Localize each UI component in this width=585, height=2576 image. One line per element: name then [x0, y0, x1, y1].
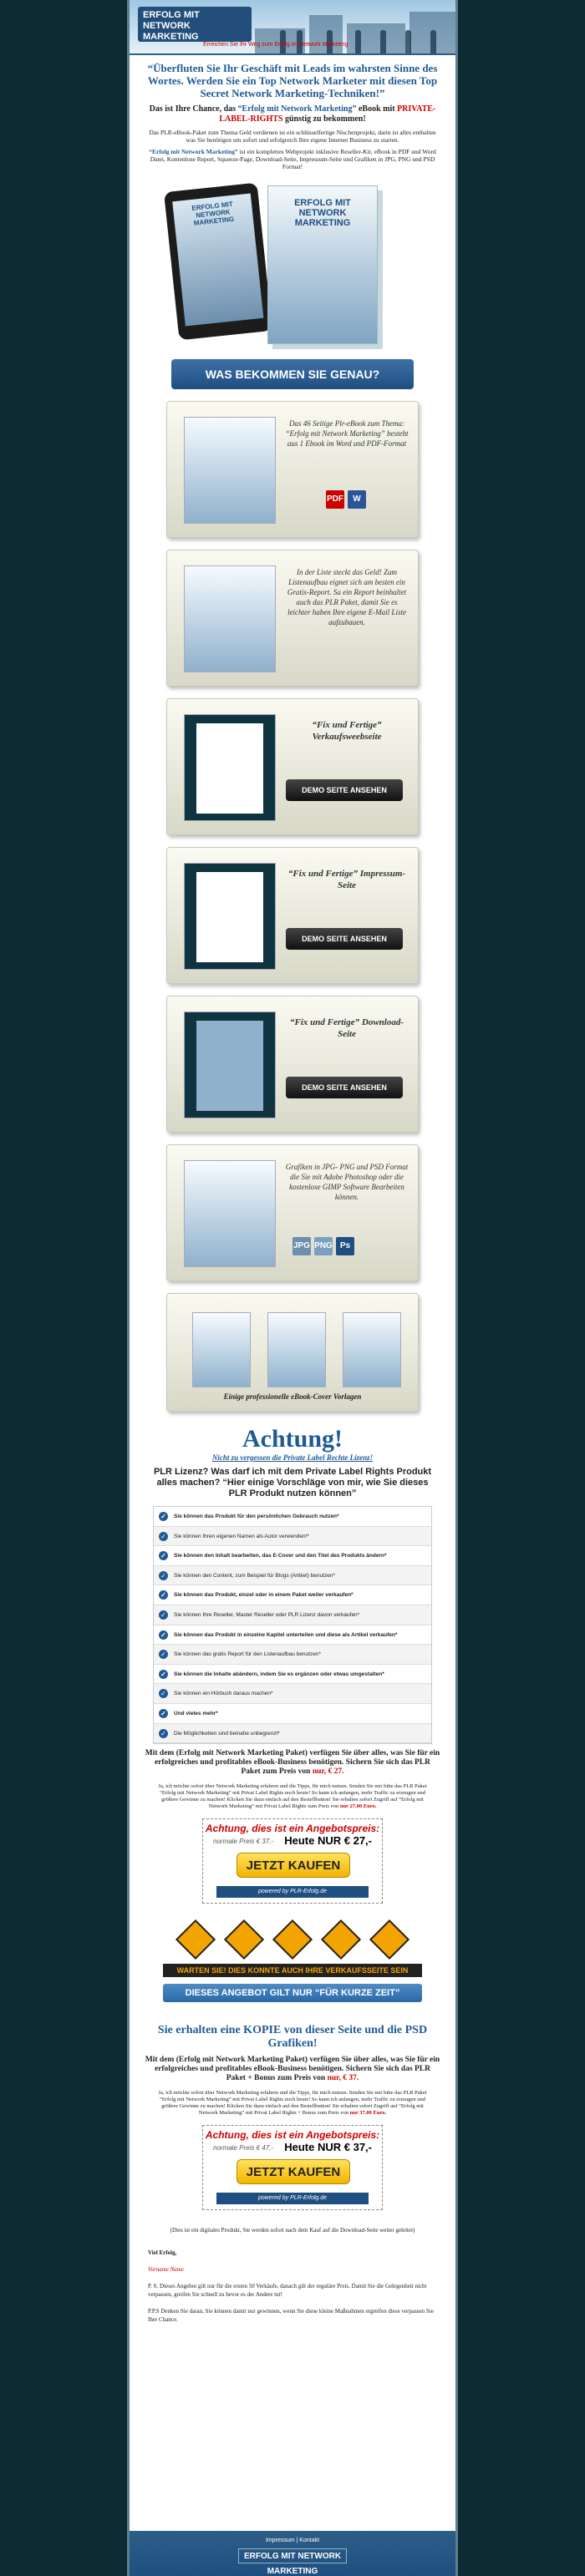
photoshop-icon: Ps [336, 1237, 354, 1255]
check-icon: ✓ [159, 1709, 168, 1718]
footer [130, 2531, 455, 2576]
demo-sales-page-button[interactable]: DEMO SEITE ANSEHEN [286, 779, 403, 801]
powered-by: powered by PLR-Erfolg.de [216, 1886, 369, 1898]
demo-impressum-page-button[interactable]: DEMO SEITE ANSEHEN [286, 928, 403, 950]
graphics-pack-image [184, 1160, 276, 1267]
check-icon: ✓ [159, 1532, 168, 1541]
intro-text: Das ist Ihre Chance, das “Erfolg mit Network Marketing” eBook mit PRIVATE-LABEL-RIGHTS günstig zu bekommen! [149, 104, 436, 124]
cover-image [343, 1312, 401, 1387]
rights-item [154, 1507, 431, 1527]
feature-text: “Fix und Fertige” Verkaufsweebseite [312, 720, 382, 742]
download-page-image [184, 1012, 276, 1118]
rights-text: Sie können das Produkt für den persönlichen Gebrauch nutzen* [174, 1514, 339, 1519]
feature-sales-page [166, 698, 419, 835]
feature-text: Das 46 Seitige Plr-eBook zum Thema: “Erfolg mit Network Marketing” besteht aus 1 Ebook im Word und PDF-Format [285, 419, 409, 448]
summary-1: Mit dem (Erfolg mit Network Marketing Paket) verfügen Sie über alles, was Sie für ein erfolgreiches und profitables eBook-Business benötigen. Sichern Sie sich das PLR Paket zum Preis von nur, € 27. [145, 1749, 440, 1777]
warning-sign-icon [224, 1919, 264, 1960]
header-banner [130, 0, 455, 55]
check-icon: ✓ [159, 1571, 168, 1580]
offer-attention: Achtung, dies ist ein Angebotspreis: [205, 2129, 380, 2142]
today-price: Heute NUR € 37,- [284, 2141, 372, 2154]
signature [130, 2234, 455, 2324]
rights-item [154, 1665, 431, 1685]
feature-ebook [166, 401, 419, 538]
greeting: Viel Erfolg, [148, 2249, 177, 2257]
covers-caption: Einige professionelle eBook-Cover Vorlagen [223, 1392, 362, 1401]
rights-text: Sie können das Produkt, einzel oder in einem Paket weiter verkaufen* [174, 1592, 354, 1599]
warning-sign-icon [272, 1919, 313, 1960]
rights-item [154, 1724, 431, 1744]
word-icon: W [348, 490, 366, 509]
feature-download-page [166, 996, 419, 1133]
rights-item [154, 1527, 431, 1547]
postscript: P. S. Dieses Angebot gilt nur für die ersten 50 Verkäufe, danach gilt der reguläre Preis. Damit Sie die Gelegenheit nicht verpassen, greifen Sie schnell zu bevor es der Andere tut! [148, 2283, 427, 2299]
package-description: “Erfolg mit Network Marketing” ist ein komplettes Webprojekt inklusive Reseller-Kit, eBook in PDF und Word Datei, Kontenlose Report, Squeeze-Page, Download-Seite, Impressum-Seite und Grafiken in JPG, PNG und PSD Format! [149, 148, 436, 170]
achtung-heading: Achtung! [242, 1425, 343, 1453]
sales-page-image [184, 714, 276, 821]
rights-text: Sie können Ihren eigenen Namen als Autor verwenden!* [174, 1533, 309, 1539]
check-icon: ✓ [159, 1630, 168, 1640]
kontakt-link[interactable]: Kontakt [299, 2538, 320, 2543]
rights-text: Sie können das Produkt in einzelne Kapitel unterteilen und diese als Artikel verkaufen* [174, 1631, 398, 1638]
png-icon: PNG [314, 1237, 333, 1255]
jpg-icon: JPG [292, 1237, 311, 1255]
banner-tagline: Erreichen Sie Ihr Weg zum Erfolg im Network Marketing [203, 42, 348, 48]
demo-download-page-button[interactable]: DEMO SEITE ANSEHEN [286, 1077, 403, 1098]
rights-list [153, 1506, 432, 1744]
buy-now-button[interactable]: JETZT KAUFEN [237, 2159, 350, 2184]
rights-item [154, 1585, 431, 1605]
warning-sign-icon [176, 1919, 216, 1960]
warning-signs [130, 1919, 455, 1960]
check-icon: ✓ [159, 1729, 168, 1738]
offer-attention: Achtung, dies ist ein Angebotspreis: [205, 1823, 380, 1835]
summary-2: Mit dem (Erfolg mit Network Marketing Paket) verfügen Sie über alles, was Sie für ein erfolgreiches und profitables eBook-Business benötigen. Sichern Sie sich das PLR Paket + Bonus zum Preis von nur, € 37. [145, 2056, 440, 2083]
what-you-get-banner: WAS BEKOMMEN SIE GENAU? [171, 359, 414, 389]
check-icon: ✓ [159, 1650, 168, 1659]
rights-item [154, 1546, 431, 1566]
feature-text: “Fix und Fertige” Download-Seite [290, 1017, 404, 1039]
buy-box-1 [202, 1818, 383, 1904]
warning-banner: WARTEN SIE! DIES KONNTE AUCH IHRE VERKAUFSSEITE SEIN [163, 1964, 422, 1977]
buy-box-2 [202, 2125, 383, 2210]
report-image [184, 565, 276, 672]
impressum-page-image [184, 863, 276, 970]
content-column [127, 0, 458, 2576]
rights-text: Sie können die Inhalte abändern, indem Sie es ergänzen oder etwas umgestalten* [174, 1671, 384, 1677]
ebook-box-image: ERFOLG MIT NETWORK MARKETING [267, 185, 378, 344]
check-icon: ✓ [159, 1590, 168, 1600]
check-icon: ✓ [159, 1670, 168, 1679]
rights-item [154, 1566, 431, 1586]
pdf-icon: PDF [326, 490, 344, 509]
check-icon: ✓ [159, 1610, 168, 1620]
normal-price: normale Preis € 47,- [213, 2144, 274, 2153]
achtung-subheading: Nicht zu vergessen die Private Label Rechte Lizenz! [211, 1453, 374, 1462]
normal-price: normale Preis € 37,- [213, 1838, 274, 1846]
rights-text: Sie können den Inhalt bearbeiten, das E-Cover und den Titel des Produkts ändern* [174, 1553, 387, 1559]
rights-item [154, 1625, 431, 1645]
main-headline: “Überfluten Sie Ihr Geschäft mit Leads im wahrsten Sinne des Wortes. Werden Sie ein Top Network Marketer mit diesen Top Secret Network Marketing-Techniken!” [147, 62, 438, 99]
rights-text: Sie können den Content, zum Beispiel für Blogs (Artikel) benutzen* [174, 1572, 335, 1579]
check-icon: ✓ [159, 1689, 168, 1698]
impressum-link[interactable]: Impressum [265, 2538, 295, 2543]
feature-report [166, 550, 419, 687]
ebook-image [184, 417, 276, 524]
feature-graphics [166, 1144, 419, 1281]
cover-image [267, 1312, 326, 1387]
digital-product-note: (Dies ist ein digitales Produkt, Sie werden sofort nach dem Kauf auf die Download-Seite weiter geleitet) [170, 2227, 415, 2234]
fine-print-1: Ja, ich möchte sofort über Network Marketing erfahren und die Tipps, für mich nutzen. Senden Sie mir bitte das PLR Paket “Erfolg mit Network Marketing” mit Privat Label Rights noch heute! So kann ich anfangen, mehr Traffic zu erzeugen und größere Gewinne zu machen! Klicken Sie dazu einfach auf den Bestellbutton! Sie erhalten sofort Zugriff auf “Erfolg mit Network Marketing” mit Privat Label Rights zum Preis von nur 27.00 Euro. [158, 1783, 427, 1810]
powered-by: powered by PLR-Erfolg.de [216, 2193, 369, 2204]
author-name: Vorname Name [148, 2266, 184, 2274]
post-postscript: P.P.S Denken Sie daran, Sie können damit nur gewinnen, wenn Sie diese kleine Maßnahmen ergreifen diese verpassen Sie Ihre Chance. [148, 2308, 434, 2324]
intro-description: Das PLR-eBook-Paket zum Thema Geld verdienen ist ein schlüsselfertige Nischenprojekt, darin ist alles enthalten was Sie benötigen um sofort und erfolgreich Ihre eigene Internet Business zu starten. [149, 129, 436, 144]
fine-print-2: Ja, ich möchte sofort über Network Marketing erfahren und die Tipps, für mich nutzen. Senden Sie mir bitte das PLR Paket “Erfolg mit Network Marketing” mit Privat Label Rights noch heute! So kann ich anfangen, mehr Traffic zu erzeugen und größere Gewinne zu machen! Klicken Sie dazu einfach auf den Bestellbutton! Sie erhalten sofort Zugriff auf “Erfolg mit Network Marketing” mit Privat Label Rights + Bonus zum Preis von nur 37.00 Euro. [158, 2090, 427, 2117]
rights-item [154, 1684, 431, 1704]
cover-image [192, 1312, 251, 1387]
rights-text: Sie können Ihre Reseller, Master Reseller oder PLR Lizenz davon verkaufen* [174, 1611, 360, 1618]
rights-text: Sie können das gratis Report für den Listenaufbau benutzen* [174, 1651, 321, 1658]
site-logo: ERFOLG MIT NETWORK MARKETING [138, 7, 252, 42]
rights-text: Und vieles mehr* [174, 1710, 218, 1716]
warning-sign-icon [321, 1919, 361, 1960]
rights-text: Sie können ein Hörbuch daraus machen* [174, 1691, 273, 1697]
link-separator: | [296, 2538, 298, 2543]
buy-now-button[interactable]: JETZT KAUFEN [237, 1853, 350, 1878]
rights-item [154, 1704, 431, 1724]
copy-heading: Sie erhalten eine KOPIE von dieser Seite und die PSD Grafiken! [157, 2024, 428, 2051]
limited-offer-banner: DIESES ANGEBOT GILT NUR “FÜR KURZE ZEIT” [163, 1984, 422, 2002]
product-hero [130, 177, 455, 352]
feature-text: In der Liste steckt das Geld! Zum Listenaufbau eignet sich am besten ein Gratis-Report. Sa ein Report beinhaltet auch das PLR Paket, damit Sie es leichter haben Ihre eigene E-Mail Liste aufzubauen. [287, 568, 407, 626]
rights-item [154, 1605, 431, 1625]
warning-sign-icon [369, 1919, 410, 1960]
rights-item [154, 1645, 431, 1665]
feature-impressum-page [166, 847, 419, 984]
feature-covers [166, 1293, 419, 1412]
today-price: Heute NUR € 27,- [284, 1834, 372, 1848]
footer-logo: ERFOLG MIT NETWORK MARKETING [238, 2548, 347, 2563]
feature-text: “Fix und Fertige” Impressum-Seite [287, 869, 406, 890]
plr-question: PLR Lizenz? Was darf ich mit dem Private Label Rights Produkt alles machen? “Hier einige Vorschläge von mir, wie Sie dieses PLR Produkt nutzen können” [153, 1467, 432, 1498]
tablet-image: ERFOLG MIT NETWORK MARKETING [164, 183, 272, 341]
check-icon: ✓ [159, 1551, 168, 1560]
check-icon: ✓ [159, 1512, 168, 1521]
rights-text: Die Möglichkeiten sind beinahe unbegrenzt* [174, 1730, 280, 1737]
feature-text: Grafiken in JPG- PNG und PSD Format die Sie mit Adobe Photoshop oder die kostenlose GIMP Software Bearbeiten können. [285, 1163, 409, 1201]
